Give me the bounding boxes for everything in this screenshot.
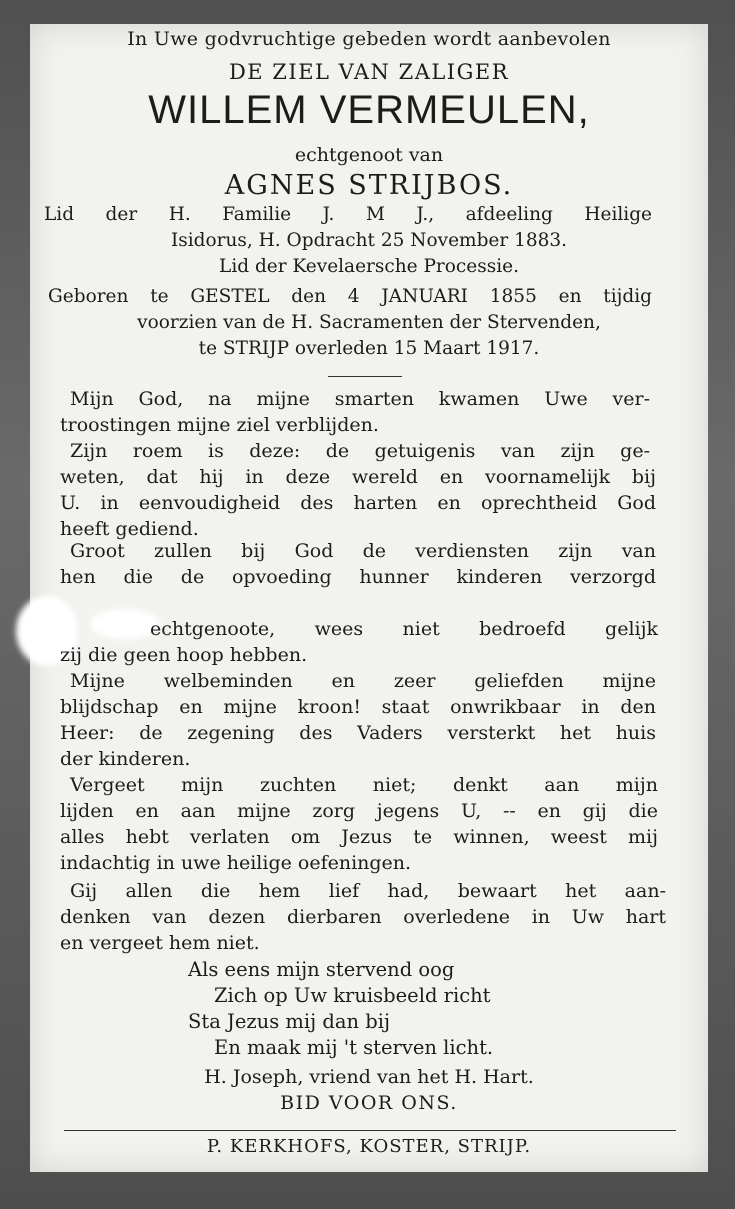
poem-line: Zich op Uw kruisbeeld richt: [214, 984, 491, 1007]
detail-line: Isidorus, H. Opdracht 25 November 1883.: [170, 230, 568, 251]
text-line: Vergeet mijn zuchten niet; denkt aan mijn: [70, 774, 658, 796]
closing-prayer: BID VOOR ONS.: [280, 1092, 458, 1114]
text-line: Mijne welbeminden en zeer geliefden mijne: [70, 670, 656, 692]
detail-line: voorzien van de H. Sacramenten der Stervenden,: [137, 312, 601, 333]
text-line: Mijn God, na mijne smarten kwamen Uwe ver-: [70, 388, 650, 410]
text-line: denken van dezen dierbaren overledene in Uw hart: [60, 906, 666, 928]
text-line: blijdschap en mijne kroon! staat onwrikbaar in den: [60, 696, 656, 718]
text-line: troostingen mijne ziel verblijden.: [60, 414, 379, 436]
poem-line: Als eens mijn stervend oog: [188, 958, 455, 981]
detail-line: Geboren te GESTEL den 4 JANUARI 1855 en tijdig: [48, 286, 652, 307]
text-line: Zijn roem is deze: de getuigenis van zijn ge-: [70, 440, 650, 462]
memorial-card: [30, 24, 708, 1172]
text-line: weten, dat hij in deze wereld en voornamelijk bij: [60, 466, 656, 488]
text-line: indachtig in uwe heilige oefeningen.: [60, 852, 412, 874]
detail-line: te STRIJP overleden 15 Maart 1917.: [198, 338, 540, 359]
text-line: heeft gediend.: [60, 518, 199, 540]
soul-line: DE ZIEL VAN ZALIGER: [228, 60, 510, 84]
detail-line: Lid der Kevelaersche Processie.: [219, 256, 519, 277]
deceased-name: WILLEM VERMEULEN,: [148, 88, 590, 132]
poem-line: En maak mij 't sterven licht.: [214, 1036, 494, 1059]
poem-line: Sta Jezus mij dan bij: [188, 1010, 391, 1033]
closing-line: H. Joseph, vriend van het H. Hart.: [204, 1066, 534, 1088]
text-line: Gij allen die hem lief had, bewaart het aan-: [70, 880, 666, 902]
spouse-intro: echtgenoot van: [294, 144, 444, 166]
text-line: U. in eenvoudigheid des harten en oprechtheid God: [60, 492, 656, 514]
text-line: Heer: de zegening des Vaders versterkt het huis: [60, 722, 656, 744]
text-line: echtgenoote, wees niet bedroefd gelijk: [150, 618, 658, 640]
printer-credit: P. KERKHOFS, KOSTER, STRIJP.: [206, 1136, 532, 1157]
divider: [328, 376, 402, 377]
text-line: en vergeet hem niet.: [60, 932, 260, 954]
intro-line: In Uwe godvruchtige gebeden wordt aanbevolen: [127, 28, 611, 50]
spouse-name: AGNES STRIJBOS.: [224, 170, 514, 201]
text-line: Groot zullen bij God de verdiensten zijn van: [70, 540, 656, 562]
text-line: alles hebt verlaten om Jezus te winnen, weest mij: [60, 826, 658, 848]
text-line: lijden en aan mijne zorg jegens U, -- en gij die: [60, 800, 658, 822]
detail-line: Lid der H. Familie J. M J., afdeeling Heilige: [44, 204, 652, 225]
footer-divider: [64, 1130, 676, 1131]
text-line: hen die de opvoeding hunner kinderen verzorgd: [60, 566, 656, 588]
text-line: der kinderen.: [60, 748, 191, 770]
text-line: zij die geen hoop hebben.: [60, 644, 308, 666]
